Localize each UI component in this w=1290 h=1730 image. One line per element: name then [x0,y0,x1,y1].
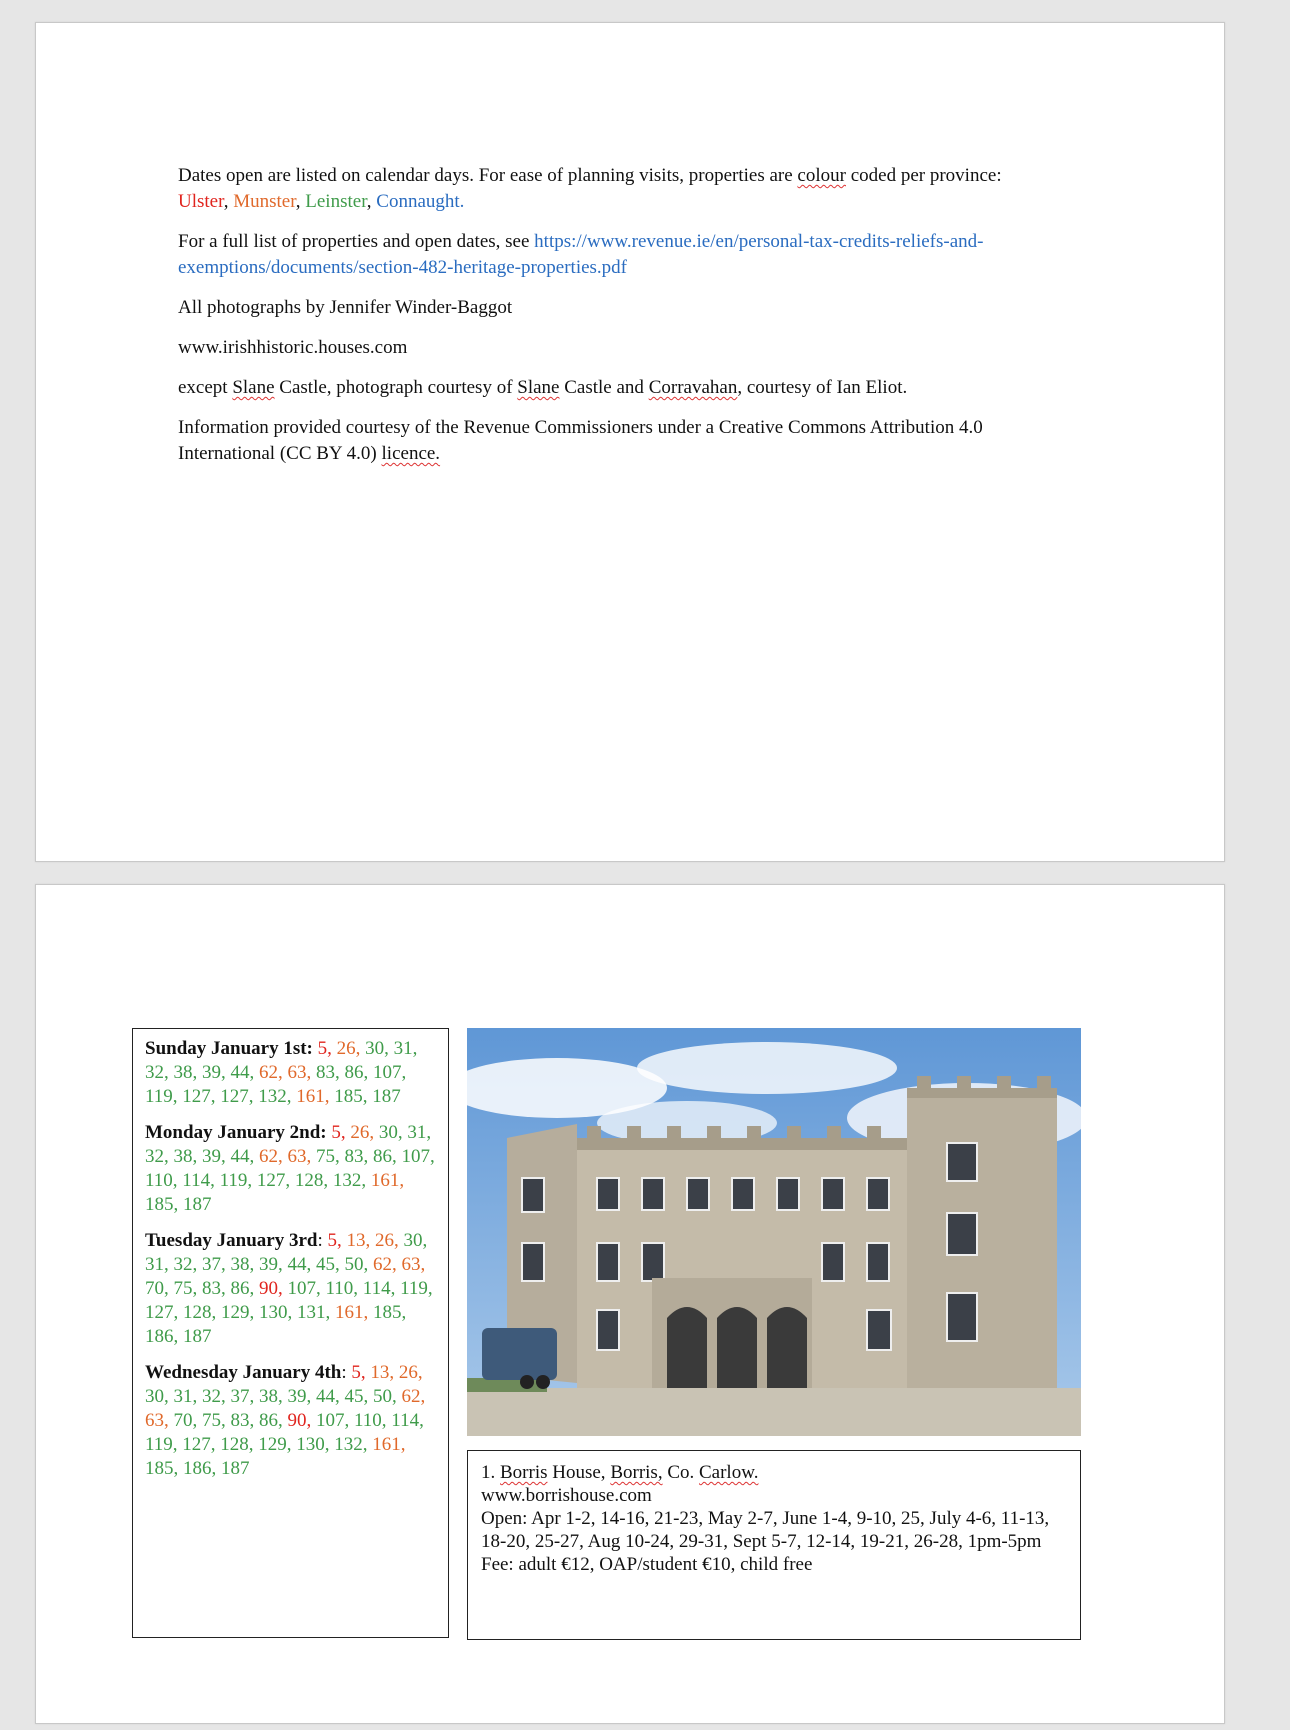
house-illustration [467,1028,1081,1436]
property-number: 50 [344,1254,364,1275]
spelling-flagged-word: Borris, [610,1462,663,1483]
document-page-1 [35,22,1225,862]
property-fee: Fee: adult €12, OAP/student €10, child free [481,1554,813,1575]
except-text: , courtesy of Ian Eliot. [737,377,908,398]
website-text: www.irishhistoric.houses.com [178,337,408,358]
property-number: 75 [173,1278,193,1299]
property-number: 185 [373,1302,402,1323]
property-number: 45 [316,1254,335,1275]
property-number: 161 [370,1170,400,1191]
property-title-text: Co. [662,1462,699,1483]
property-number: 127 [182,1434,211,1455]
borris-house-photo [467,1028,1081,1436]
intro-paragraph: Dates open are listed on calendar days. For ease of planning visits, properties are colour coded per province: Ulster, Munster, Leinster, Connaught. [178,165,1002,212]
property-number: 110 [145,1170,173,1191]
property-number: 39 [259,1254,278,1275]
property-number: 62 [259,1062,278,1083]
full-list-paragraph [178,229,1078,281]
property-number: 107 [373,1062,402,1083]
property-number: 83 [202,1278,221,1299]
property-number: 187 [183,1326,212,1347]
property-number: 130 [296,1434,325,1455]
property-number: 185 [145,1458,174,1479]
property-number: 128 [183,1302,212,1323]
property-number: 128 [294,1170,324,1191]
property-number: 75 [202,1410,221,1431]
intro-text-rest: coded per province: [845,165,1002,186]
spelling-flagged-word: colour [797,165,846,186]
property-number: 83 [230,1410,250,1431]
property-number: 30 [403,1230,423,1251]
property-number: 83 [344,1146,364,1167]
spelling-flagged-word: Slane [517,377,560,398]
property-number: 119 [219,1170,248,1191]
property-number: 127 [256,1170,286,1191]
date-heading-suffix: : [341,1362,347,1383]
date-heading: Monday January 2nd: [145,1122,327,1143]
property-number: 26 [350,1122,370,1143]
property-number: 32 [202,1386,221,1407]
property-number: 132 [334,1434,363,1455]
property-number: 110 [354,1410,382,1431]
date-heading: Sunday January 1st: [145,1038,313,1059]
province-ulster: Ulster [178,191,224,212]
property-number: 31 [145,1254,164,1275]
property-number: 32 [173,1254,193,1275]
property-number: 31 [407,1122,427,1143]
property-number: 31 [393,1038,413,1059]
spelling-flagged-word: Slane [232,377,275,398]
revenue-info-text: Information provided courtesy of the Revenue Commissioners under a Creative Commons Attribution 4.0 International (CC BY 4.0) [178,417,983,464]
property-website: www.borrishouse.com [481,1485,652,1506]
date-heading: Wednesday January 4th [145,1362,342,1383]
property-number: 31 [173,1386,193,1407]
property-number: 185 [334,1086,363,1107]
property-number: 127 [182,1086,211,1107]
property-number: 13 [370,1362,390,1383]
province-leinster: Leinster [305,191,367,212]
property-number: 13 [346,1230,366,1251]
property-number: 45 [344,1386,364,1407]
property-number: 63 [401,1254,421,1275]
province-munster: Munster [233,191,296,212]
property-number: 5 [317,1038,328,1059]
property-number: 107 [316,1410,345,1431]
date-entry: Sunday January 1st: 5, 26, 30, 31, 32, 38, 39, 44, 62, 63, 83, 86, 107, 119, 127, 127, 132, 161, 185, 187 [145,1038,418,1107]
property-number: 90 [259,1278,278,1299]
revenue-info-paragraph [178,415,1078,467]
property-number: 83 [316,1062,335,1083]
property-number: 107 [287,1278,316,1299]
spelling-flagged-word: Carlow. [699,1462,759,1483]
property-number: 37 [230,1386,250,1407]
intro-text: Dates open are listed on calendar days. For ease of planning visits, properties are [178,165,798,186]
document-page-2 [35,884,1225,1724]
property-number: 32 [145,1146,164,1167]
property-number: 186 [145,1326,174,1347]
property-number: 107 [401,1146,430,1167]
property-number: 38 [173,1146,193,1167]
property-number: 44 [230,1062,250,1083]
spelling-flagged-word: Borris [500,1462,548,1483]
property-number: 86 [259,1410,278,1431]
property-number: 1. [481,1462,500,1483]
property-number: 187 [221,1458,250,1479]
property-number: 114 [362,1278,391,1299]
except-text: Castle, photograph courtesy of [274,377,518,398]
property-number: 26 [398,1362,418,1383]
property-number: 187 [183,1194,212,1215]
property-number: 86 [373,1146,392,1167]
property-title [481,1461,1067,1484]
date-heading: Tuesday January 3rd [145,1230,318,1251]
property-number: 110 [325,1278,354,1299]
property-number: 5 [351,1362,361,1383]
property-number: 50 [373,1386,392,1407]
property-number: 39 [202,1062,221,1083]
property-number: 131 [297,1302,326,1323]
except-paragraph [178,375,1078,401]
property-number: 38 [230,1254,250,1275]
property-number: 86 [344,1062,364,1083]
property-number: 26 [375,1230,394,1251]
property-number: 38 [259,1386,278,1407]
property-number: 37 [202,1254,221,1275]
property-number: 114 [182,1170,211,1191]
property-number: 161 [335,1302,364,1323]
property-number: 30 [145,1386,164,1407]
property-number: 62 [401,1386,421,1407]
property-number: 187 [372,1086,401,1107]
date-entry: Monday January 2nd: 5, 26, 30, 31, 32, 38, 39, 44, 62, 63, 75, 83, 86, 107, 110, 114, 119, 127, 128, 132, 161, 185, 187 [145,1122,435,1215]
property-number: 70 [145,1278,164,1299]
property-number: 39 [202,1146,221,1167]
property-number: 129 [221,1302,250,1323]
property-number: 63 [145,1410,164,1431]
property-number: 186 [183,1458,212,1479]
property-number: 5 [327,1230,337,1251]
property-number: 114 [391,1410,420,1431]
property-number: 119 [400,1278,428,1299]
date-entry: Wednesday January 4th: 5, 13, 26, 30, 31, 32, 37, 38, 39, 44, 45, 50, 62, 63, 70, 75, 83, 86, 90, 107, 110, 114, 119, 127, 128, 129, 130, 132, 161, 185, 186, 187 [145,1362,426,1479]
property-number: 127 [220,1086,249,1107]
revenue-pdf-link[interactable]: https://www.revenue.ie/en/personal-tax-credits-reliefs-and-exemptions/documents/section-482-heritage-properties.pdf [178,231,984,278]
property-number: 39 [287,1386,307,1407]
property-number: 63 [287,1146,307,1167]
except-text: except [178,377,233,398]
property-number: 119 [145,1434,173,1455]
property-number: 44 [287,1254,307,1275]
property-number: 32 [145,1062,164,1083]
property-number: 161 [296,1086,325,1107]
date-entry: Tuesday January 3rd: 5, 13, 26, 30, 31, 32, 37, 38, 39, 44, 45, 50, 62, 63, 70, 75, 83, 86, 90, 107, 110, 114, 119, 127, 128, 129, 130, 131, 161, 185, 186, 187 [145,1230,433,1347]
spelling-flagged-word: Corravahan [648,377,738,398]
property-open-dates: Open: Apr 1-2, 14-16, 21-23, May 2-7, June 1-4, 9-10, 25, July 4-6, 11-13, 18-20, 25-27, Aug 10-24, 29-31, Sept 5-7, 12-14, 19-21, 26-28, 1pm-5pm [481,1508,1050,1552]
except-text: Castle and [559,377,649,398]
property-number: 38 [173,1062,193,1083]
date-heading-suffix: : [317,1230,323,1251]
open-dates-textbox[interactable] [132,1028,449,1638]
property-number: 132 [258,1086,287,1107]
property-info-textbox[interactable] [467,1450,1081,1640]
property-number: 161 [372,1434,401,1455]
property-number: 63 [287,1062,307,1083]
property-number: 90 [287,1410,307,1431]
full-list-prefix: For a full list of properties and open dates, see [178,231,535,252]
property-number: 128 [220,1434,249,1455]
property-number: 132 [332,1170,362,1191]
property-number: 130 [259,1302,288,1323]
photographs-credit: All photographs by Jennifer Winder-Baggot [178,297,513,318]
spelling-flagged-word: licence. [381,443,441,464]
property-number: 127 [145,1302,174,1323]
property-number: 86 [230,1278,250,1299]
property-title-text: House, [547,1462,611,1483]
property-number: 62 [373,1254,392,1275]
property-number: 119 [145,1086,173,1107]
property-number: 5 [331,1122,341,1143]
page1-text-block [178,163,1078,481]
property-number: 70 [173,1410,193,1431]
property-number: 62 [259,1146,278,1167]
property-number: 185 [145,1194,174,1215]
property-number: 44 [230,1146,250,1167]
province-connaught: Connaught. [376,191,465,212]
property-number: 75 [316,1146,335,1167]
property-number: 44 [316,1386,335,1407]
property-number: 30 [365,1038,385,1059]
property-number: 30 [378,1122,398,1143]
property-number: 129 [258,1434,287,1455]
property-number: 26 [336,1038,356,1059]
